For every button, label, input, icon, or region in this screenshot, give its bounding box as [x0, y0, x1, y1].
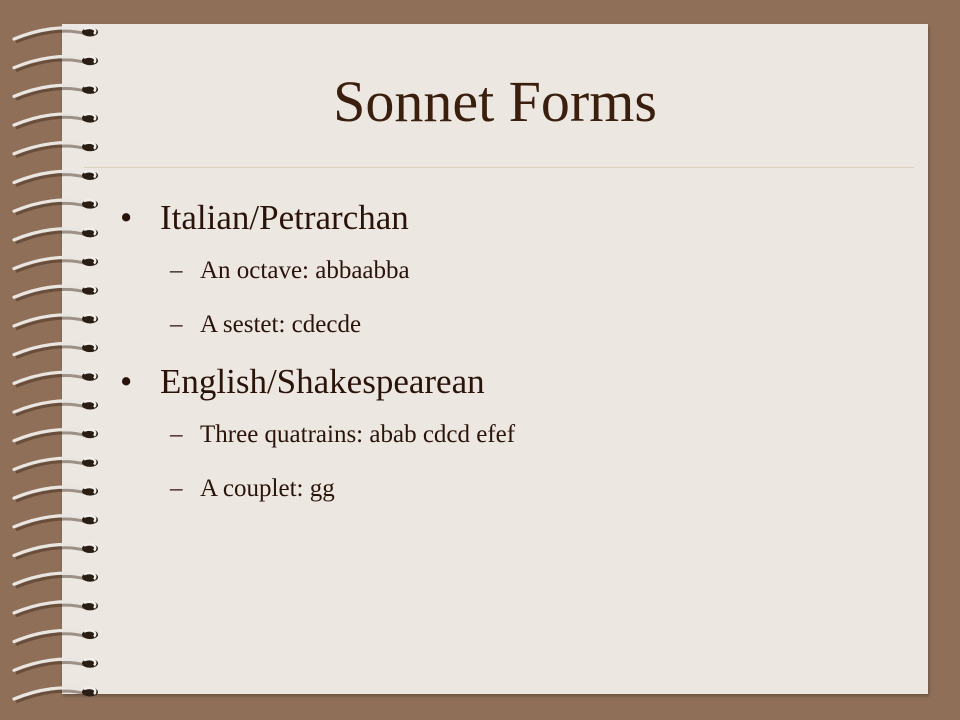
bullet-text: English/Shakespearean — [160, 362, 485, 401]
bullet-marker: • — [120, 362, 133, 401]
spiral-ring — [14, 314, 98, 329]
spiral-ring — [14, 257, 98, 272]
spiral-ring — [14, 429, 98, 444]
spiral-ring — [14, 688, 98, 703]
bullet-list — [120, 192, 900, 516]
bullet-italian — [120, 192, 900, 244]
spiral-ring — [14, 142, 98, 157]
subitem-text: An octave: abbaabba — [200, 257, 410, 284]
spiral-ring — [14, 343, 98, 358]
subitem-sestet — [120, 298, 900, 352]
spiral-ring — [14, 286, 98, 301]
spiral-ring — [14, 171, 98, 186]
spiral-ring — [14, 601, 98, 616]
subitem-quatrains — [120, 408, 900, 462]
subitem-text: Three quatrains: abab cdcd efef — [200, 421, 516, 448]
spiral-ring — [14, 28, 98, 43]
dash-marker: – — [170, 257, 183, 284]
spiral-ring — [14, 372, 98, 387]
subitem-octave — [120, 244, 900, 298]
subitem-text: A sestet: cdecde — [200, 311, 362, 338]
subitem-couplet — [120, 462, 900, 516]
dash-marker: – — [170, 311, 183, 338]
spiral-ring — [14, 200, 98, 215]
spiral-ring — [14, 515, 98, 530]
spiral-ring — [14, 228, 98, 243]
spiral-ring — [14, 544, 98, 559]
spiral-ring — [14, 573, 98, 588]
title-divider — [84, 167, 914, 168]
spiral-ring — [14, 401, 98, 416]
dash-marker: – — [170, 475, 183, 502]
slide-title: Sonnet Forms — [333, 69, 657, 134]
bullet-marker: • — [120, 198, 133, 237]
spiral-ring — [14, 630, 98, 645]
spiral-ring — [14, 487, 98, 502]
spiral-ring — [14, 458, 98, 473]
spiral-ring — [14, 659, 98, 674]
dash-marker: – — [170, 421, 183, 448]
bullet-english — [120, 356, 900, 408]
subitem-text: A couplet: gg — [200, 475, 335, 502]
bullet-text: Italian/Petrarchan — [160, 198, 409, 237]
